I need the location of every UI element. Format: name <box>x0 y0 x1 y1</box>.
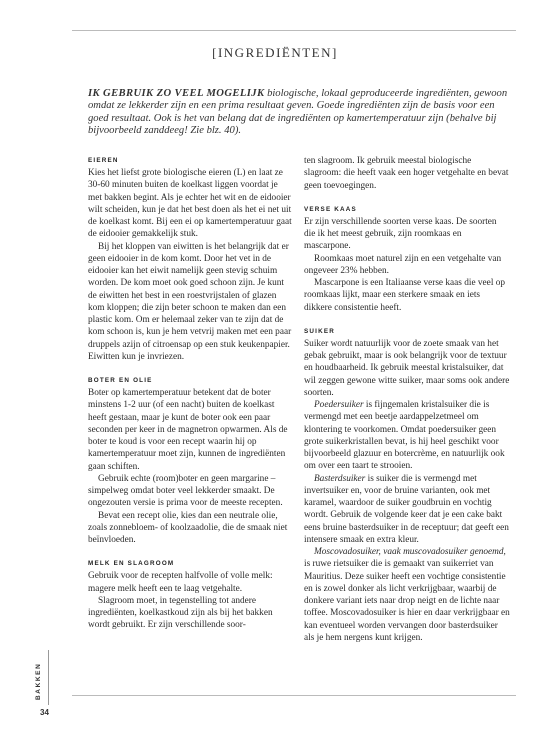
poedersuiker-text: is fijngemalen kristalsuiker die is vermengd met een beetje aardappelzetmeel om klontering te voorkomen. Omdat poedersuiker geen grote suikerkristallen bevat, is hij heel geschikt voor bijvoorbeeld glazuur en botercrème, en natuurlijk ook om over een taart te strooien. <box>304 400 505 472</box>
heading-boter-en-olie: BOTER EN OLIE <box>88 377 153 384</box>
bottom-rule <box>72 695 516 696</box>
melk-paragraph-1: Gebruik voor de recepten halfvolle of volle melk: magere melk heeft een te laag vetgehalte. <box>88 571 273 594</box>
intro-text: biologische, lokaal geproduceerde ingrediënten, gewoon omdat ze lekkerder zijn en een prima resultaat geven. Goede ingrediënten zijn de basis voor een goed resultaat. Ook is het van belang dat de ingrediënten op kamertemperatuur zijn (behalve bij bijvoorbeeld zanddeeg! Zie blz. 40). <box>88 88 508 137</box>
kaas-paragraph-2: Roomkaas moet naturel zijn en een vetgehalte van ongeveer 23% hebben. <box>304 253 502 276</box>
suiker-paragraph-1: Suiker wordt natuurlijk voor de zoete smaak van het gebak gebruikt, maar is ook belangrijk voor de textuur en houdbaarheid. Ik gebruik meestal kristalsuiker, dat wil zeggen gewone witte suiker, maar soms ook andere soorten. <box>304 338 510 398</box>
heading-eieren: EIEREN <box>88 157 119 164</box>
heading-suiker: SUIKER <box>304 327 335 335</box>
right-column <box>304 155 510 644</box>
heading-melk-en-slagroom: MELK EN SLAGROOM <box>88 560 175 568</box>
eieren-paragraph-1: Kies het liefst grote biologische eieren (L) en laat ze 30-60 minuten buiten de koelkast liggen voordat je met bakken begint. Als je echter het wit en de eidooier wilt scheiden, kun je dat het best doen als het ei net uit de koelkast komt. Bij een ei op kamertemperatuur gaat de eidooier gemakkelijk stuk. <box>88 168 292 240</box>
melk-paragraph-2: Slagroom moet, in tegenstelling tot andere ingrediënten, koelkastkoud zijn als bij het bakken wordt gebruikt. Er zijn verschillende soor- <box>88 595 273 631</box>
slagroom-continued-paragraph: ten slagroom. Ik gebruik meestal biologische slagroom: die heeft vaak een hoger vetgehalte en bevat geen toevoegingen. <box>304 156 509 191</box>
kaas-paragraph-1: Er zijn verschillende soorten verse kaas. De soorten die ik het meest gebruik, zijn roomkaas en mascarpone. <box>304 216 497 252</box>
eieren-paragraph-2: Bij het kloppen van eiwitten is het belangrijk dat er geen eidooier in de kom komt. Door het vet in de eidooier kan het eiwit namelijk geen stevig schuim worden. De kom moet ook goed schoon zijn. Je kunt de eiwitten het best in een roestvrijstalen of glazen kom kloppen; die zijn beter schoon te maken dan een plastic kom. Om er helemaal zeker van te zijn dat de kom schoon is, kun je hem vetvrij maken met een paar druppels azijn of citroensap op een stuk keukenpapier. Eiwitten kun je invriezen. <box>88 241 292 362</box>
left-column <box>88 155 294 632</box>
poedersuiker-paragraph <box>304 399 510 473</box>
boter-paragraph-1: Boter op kamertemperatuur betekent dat de boter minstens 1-2 uur (of een nacht) buiten de koelkast heeft gestaan, maar je kunt de boter ook een paar seconden per keer in de magnetron opwarmen. Als de boter te koud is voor een recept waarin hij op kamertemperatuur moet zijn, kunnen de ingrediënten gaan schiften. <box>88 388 288 472</box>
moscovadosuiker-text: is ruwe rietsuiker die is gemaakt van suikerriet van Mauritius. Deze suiker heeft een vochtige consistentie en is zowel donker als licht verkrijgbaar, waarbij de donkere variant iets naar drop neigt en de lichte naar toffee. Moscovadosuiker is hier en daar verkrijgbaar en kan eventueel worden vervangen door basterdsuiker als je hem nergens kunt krijgen. <box>304 559 510 643</box>
poedersuiker-term: Poedersuiker <box>314 400 364 410</box>
basterdsuiker-text: is suiker die is vermengd met invertsuiker en, voor de bruine varianten, ook met karamel, waardoor de suiker goudbruin en vochtig wordt. Gebruik de volgende keer dat je een cake bakt eens bruine basterdsuiker in de receptuur; dat geeft een intensere smaak en extra kleur. <box>304 473 509 545</box>
intro-lead: IK GEBRUIK ZO VEEL MOGELIJK <box>88 88 265 99</box>
side-divider <box>48 650 49 705</box>
boter-paragraph-3: Bevat een recept olie, kies dan een neutrale olie, zoals zonnebloem- of koolzaadolie, die de smaak niet beïnvloeden. <box>88 510 288 545</box>
basterdsuiker-term: Basterdsuiker <box>314 473 366 484</box>
kaas-paragraph-3: Mascarpone is een Italiaanse verse kaas die veel op roomkaas lijkt, maar een sterkere smaak en iets dikkere consistentie heeft. <box>304 278 506 313</box>
section-title: [INGREDIËNTEN] <box>212 45 338 60</box>
top-rule <box>72 30 516 31</box>
boter-paragraph-2: Gebruik echte (room)boter en geen margarine – simpelweg omdat boter veel lekkerder smaakt. De ongezouten versie is prima voor de meeste recepten. <box>88 473 283 509</box>
basterdsuiker-paragraph <box>304 473 510 547</box>
heading-verse-kaas: VERSE KAAS <box>304 205 357 213</box>
moscovadosuiker-term: Moscovadosuiker, vaak muscovadosuiker genoemd, <box>314 547 506 557</box>
intro-paragraph <box>88 88 508 138</box>
side-section-label: BAKKEN <box>35 662 42 700</box>
page-number: 34 <box>40 708 49 717</box>
moscovadosuiker-paragraph <box>304 546 510 644</box>
